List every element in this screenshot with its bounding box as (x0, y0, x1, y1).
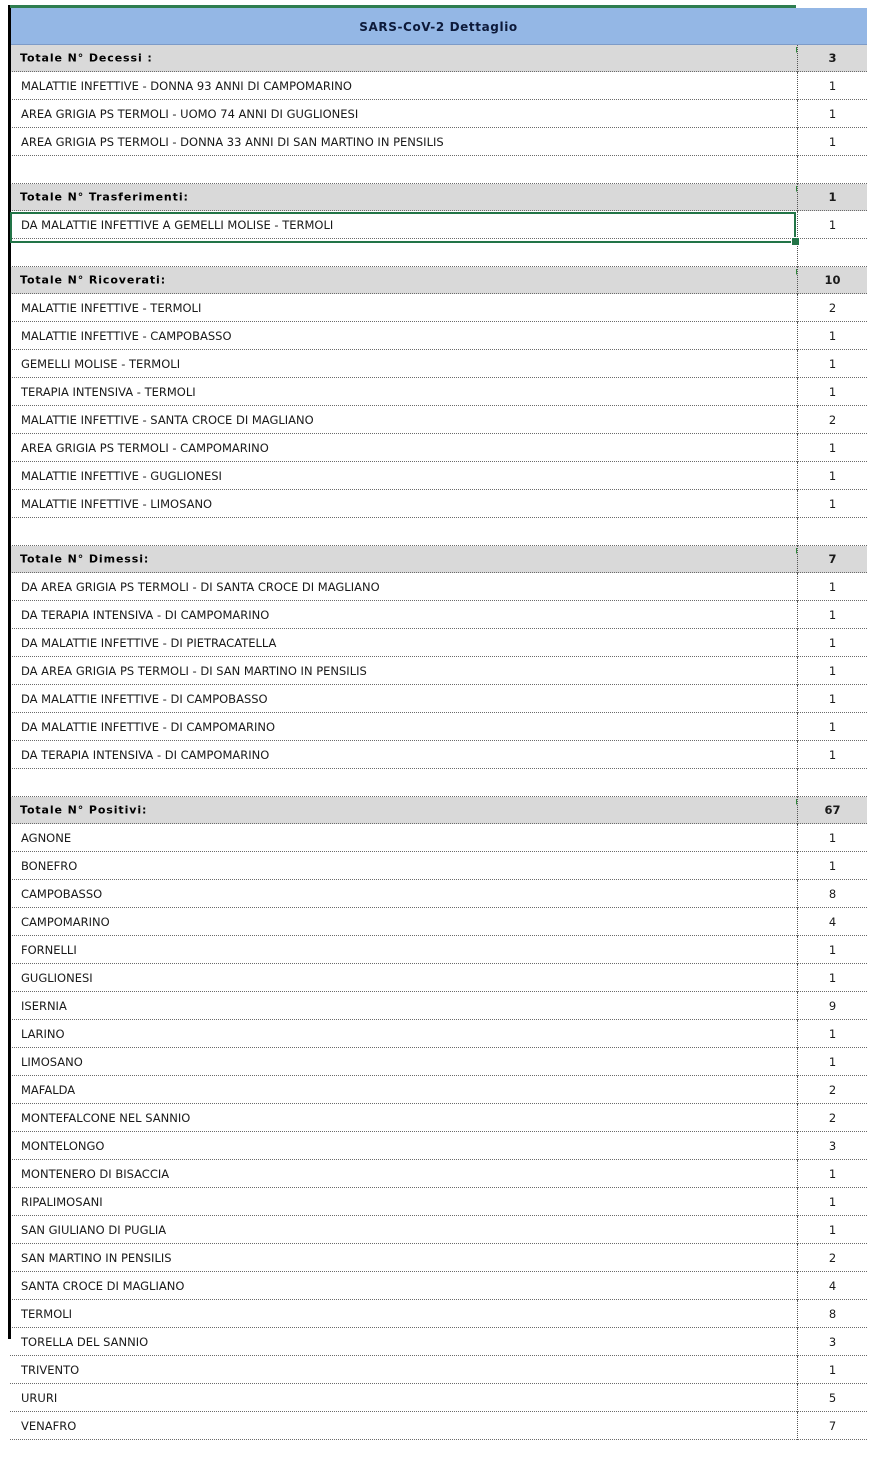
table-row[interactable] (10, 852, 892, 880)
row-value-cell[interactable] (797, 128, 867, 156)
row-value-cell[interactable] (797, 880, 867, 908)
row-label-cell[interactable] (10, 573, 797, 601)
section-header-label-cell[interactable] (10, 267, 797, 294)
row-label: DA MALATTIE INFETTIVE - DI CAMPOBASSO (21, 691, 268, 706)
row-value: 1 (828, 579, 837, 594)
row-label-cell[interactable] (10, 713, 797, 741)
row-value: 7 (828, 1418, 837, 1433)
row-value-cell[interactable] (797, 601, 867, 629)
row-value: 1 (828, 607, 837, 622)
row-label-cell[interactable] (10, 601, 797, 629)
row-label: RIPALIMOSANI (21, 1194, 103, 1209)
sheet-title: SARS-CoV-2 Dettaglio (359, 19, 518, 34)
row-label: DA TERAPIA INTENSIVA - DI CAMPOMARINO (21, 607, 270, 622)
row-label-cell[interactable] (10, 1384, 797, 1412)
section-total: 10 (824, 273, 841, 287)
row-value: 1 (828, 1054, 837, 1069)
row-value-cell[interactable] (797, 1188, 867, 1216)
row-label: GUGLIONESI (21, 970, 93, 985)
row-value: 1 (828, 384, 837, 399)
row-label: TERMOLI (21, 1306, 73, 1321)
row-label: ISERNIA (21, 998, 67, 1013)
table-row[interactable] (10, 1384, 892, 1412)
row-label-cell[interactable] (10, 72, 797, 100)
table-row[interactable] (10, 601, 892, 629)
table-row[interactable] (10, 1328, 892, 1356)
row-value-cell[interactable] (797, 72, 867, 100)
row-label: MALATTIE INFETTIVE - SANTA CROCE DI MAGLIANO (21, 412, 314, 427)
row-label-cell[interactable] (10, 211, 797, 239)
row-label: FORNELLI (21, 942, 77, 957)
section-header-row[interactable] (10, 267, 892, 294)
row-value: 1 (828, 468, 837, 483)
row-value-cell[interactable] (797, 294, 867, 322)
row-label-cell[interactable] (10, 462, 797, 490)
row-value-cell[interactable] (797, 406, 867, 434)
row-value: 1 (828, 356, 837, 371)
row-label: LARINO (21, 1026, 65, 1041)
table-row[interactable] (10, 1048, 892, 1076)
row-label-cell[interactable] (10, 629, 797, 657)
row-label-cell[interactable] (10, 1412, 797, 1440)
row-value: 2 (828, 1082, 837, 1097)
row-label-cell[interactable] (10, 992, 797, 1020)
row-value: 1 (828, 663, 837, 678)
row-label-cell[interactable] (10, 908, 797, 936)
row-label-cell[interactable] (10, 490, 797, 518)
table-row[interactable] (10, 1188, 892, 1216)
row-value-cell[interactable] (797, 1132, 867, 1160)
row-label-cell[interactable] (10, 685, 797, 713)
row-label-cell[interactable] (10, 852, 797, 880)
table-row[interactable] (10, 322, 892, 350)
section-total: 3 (828, 51, 837, 65)
row-label: DA MALATTIE INFETTIVE - DI PIETRACATELLA (21, 635, 277, 650)
row-value-cell[interactable] (797, 1076, 867, 1104)
row-label: BONEFRO (21, 858, 78, 873)
row-label-cell[interactable] (10, 406, 797, 434)
row-label-cell[interactable] (10, 964, 797, 992)
section-header-label-cell[interactable] (10, 797, 797, 824)
table-row[interactable] (10, 72, 892, 100)
row-label-cell[interactable] (10, 350, 797, 378)
row-label: MONTEFALCONE NEL SANNIO (21, 1110, 191, 1125)
row-label: VENAFRO (21, 1418, 77, 1433)
row-label-cell[interactable] (10, 1104, 797, 1132)
row-label: MONTELONGO (21, 1138, 105, 1153)
row-value-cell[interactable] (797, 657, 867, 685)
row-label-cell[interactable] (10, 1188, 797, 1216)
row-value-cell[interactable] (797, 1048, 867, 1076)
table-row[interactable] (10, 462, 892, 490)
row-value: 1 (828, 440, 837, 455)
section-header-label: Totale N° Positivi: (20, 803, 148, 817)
row-label-cell[interactable] (10, 378, 797, 406)
row-value: 1 (828, 858, 837, 873)
blank-row[interactable] (10, 239, 892, 267)
table-row[interactable] (10, 880, 892, 908)
row-label-cell[interactable] (10, 1216, 797, 1244)
row-value: 1 (828, 106, 837, 121)
row-label: AREA GRIGIA PS TERMOLI - CAMPOMARINO (21, 440, 269, 455)
row-value-cell[interactable] (797, 100, 867, 128)
section-total: 7 (828, 552, 837, 566)
row-value-cell[interactable] (797, 629, 867, 657)
row-label-cell[interactable] (10, 1160, 797, 1188)
table-row[interactable] (10, 434, 892, 462)
row-label-cell[interactable] (10, 1272, 797, 1300)
row-label-cell[interactable] (10, 880, 797, 908)
row-label: SAN GIULIANO DI PUGLIA (21, 1222, 167, 1237)
row-value: 1 (828, 691, 837, 706)
row-label: SAN MARTINO IN PENSILIS (21, 1250, 172, 1265)
row-label-cell[interactable] (10, 1132, 797, 1160)
blank-cell[interactable] (10, 156, 797, 184)
table-row[interactable] (10, 128, 892, 156)
row-value: 1 (828, 496, 837, 511)
row-value-cell[interactable] (797, 1160, 867, 1188)
row-value-cell[interactable] (797, 378, 867, 406)
row-value-cell[interactable] (797, 1384, 867, 1412)
table-row[interactable] (10, 1216, 892, 1244)
row-value: 1 (828, 328, 837, 343)
blank-cell[interactable] (797, 239, 867, 267)
row-value: 1 (828, 830, 837, 845)
row-label-cell[interactable] (10, 294, 797, 322)
row-value: 3 (828, 1334, 837, 1349)
row-value-cell[interactable] (797, 1328, 867, 1356)
row-label-cell[interactable] (10, 741, 797, 769)
table-row[interactable] (10, 1160, 892, 1188)
table-row[interactable] (10, 1356, 892, 1384)
row-value-cell[interactable] (797, 824, 867, 852)
table-row[interactable] (10, 211, 892, 239)
row-value-cell[interactable] (797, 350, 867, 378)
row-label: SANTA CROCE DI MAGLIANO (21, 1278, 185, 1293)
row-label: DA AREA GRIGIA PS TERMOLI - DI SAN MARTINO IN PENSILIS (21, 663, 367, 678)
table-row[interactable] (10, 378, 892, 406)
table-row[interactable] (10, 350, 892, 378)
table-row[interactable] (10, 824, 892, 852)
table-row[interactable] (10, 1244, 892, 1272)
row-value: 2 (828, 300, 837, 315)
row-label: DA AREA GRIGIA PS TERMOLI - DI SANTA CROCE DI MAGLIANO (21, 579, 380, 594)
row-label: DA TERAPIA INTENSIVA - DI CAMPOMARINO (21, 747, 270, 762)
row-value-cell[interactable] (797, 852, 867, 880)
row-value: 5 (828, 1390, 837, 1405)
row-value: 1 (828, 217, 837, 232)
row-value: 4 (828, 914, 837, 929)
blank-cell[interactable] (10, 239, 797, 267)
section-header-label-cell[interactable] (10, 184, 797, 211)
table-row[interactable] (10, 1132, 892, 1160)
row-label-cell[interactable] (10, 1244, 797, 1272)
section-header-label: Totale N° Dimessi: (20, 552, 150, 566)
row-label-cell[interactable] (10, 657, 797, 685)
blank-row[interactable] (10, 518, 892, 546)
row-label-cell[interactable] (10, 100, 797, 128)
row-value-cell[interactable] (797, 434, 867, 462)
table-row[interactable] (10, 1076, 892, 1104)
section-total: 67 (824, 803, 841, 817)
table-row[interactable] (10, 964, 892, 992)
section-header-row[interactable] (10, 797, 892, 824)
row-value: 4 (828, 1278, 837, 1293)
row-label-cell[interactable] (10, 1048, 797, 1076)
row-value-cell[interactable] (797, 322, 867, 350)
row-label: AREA GRIGIA PS TERMOLI - UOMO 74 ANNI DI GUGLIONESI (21, 106, 359, 121)
row-label-cell[interactable] (10, 1328, 797, 1356)
row-label-cell[interactable] (10, 1020, 797, 1048)
row-value: 1 (828, 747, 837, 762)
row-value: 1 (828, 942, 837, 957)
row-label: TORELLA DEL SANNIO (21, 1334, 149, 1349)
section-header-label: Totale N° Ricoverati: (20, 273, 167, 287)
row-value-cell[interactable] (797, 211, 867, 239)
fill-handle[interactable] (791, 237, 800, 246)
blank-row[interactable] (10, 769, 892, 797)
section-total-cell[interactable] (797, 546, 867, 573)
row-label: MALATTIE INFETTIVE - LIMOSANO (21, 496, 213, 511)
row-label: AREA GRIGIA PS TERMOLI - DONNA 33 ANNI DI SAN MARTINO IN PENSILIS (21, 134, 444, 149)
blank-cell[interactable] (797, 518, 867, 546)
row-value-cell[interactable] (797, 1244, 867, 1272)
row-label: GEMELLI MOLISE - TERMOLI (21, 356, 181, 371)
row-value: 1 (828, 635, 837, 650)
table-row[interactable] (10, 100, 892, 128)
row-value-cell[interactable] (797, 573, 867, 601)
row-value: 1 (828, 970, 837, 985)
row-value-cell[interactable] (797, 936, 867, 964)
table-row[interactable] (10, 741, 892, 769)
row-value-cell[interactable] (797, 1356, 867, 1384)
row-value: 1 (828, 1194, 837, 1209)
row-label-cell[interactable] (10, 936, 797, 964)
row-value: 8 (828, 886, 837, 901)
section-total-cell[interactable] (797, 184, 867, 211)
blank-cell[interactable] (797, 156, 867, 184)
row-label-cell[interactable] (10, 322, 797, 350)
sheet-left-border (8, 5, 11, 1339)
table-row[interactable] (10, 1412, 892, 1440)
row-label: CAMPOMARINO (21, 914, 110, 929)
row-label: DA MALATTIE INFETTIVE A GEMELLI MOLISE - TERMOLI (21, 217, 334, 232)
row-value: 1 (828, 134, 837, 149)
row-value: 2 (828, 1110, 837, 1125)
row-value-cell[interactable] (797, 462, 867, 490)
table-row[interactable] (10, 657, 892, 685)
row-label: URURI (21, 1390, 58, 1405)
sheet-top-border (10, 5, 796, 8)
row-label: MALATTIE INFETTIVE - TERMOLI (21, 300, 202, 315)
row-label-cell[interactable] (10, 128, 797, 156)
section-header-row[interactable] (10, 546, 892, 573)
row-label: MALATTIE INFETTIVE - GUGLIONESI (21, 468, 222, 483)
row-value-cell[interactable] (797, 1272, 867, 1300)
section-header-row[interactable] (10, 45, 892, 72)
title-row[interactable] (10, 8, 892, 45)
table-row[interactable] (10, 1104, 892, 1132)
row-value-cell[interactable] (797, 713, 867, 741)
row-label: LIMOSANO (21, 1054, 83, 1069)
table-row[interactable] (10, 1272, 892, 1300)
row-label: CAMPOBASSO (21, 886, 103, 901)
row-value-cell[interactable] (797, 490, 867, 518)
section-total-cell[interactable] (797, 797, 867, 824)
blank-cell[interactable] (797, 769, 867, 797)
row-label: DA MALATTIE INFETTIVE - DI CAMPOMARINO (21, 719, 276, 734)
row-value: 2 (828, 1250, 837, 1265)
section-header-label: Totale N° Decessi : (20, 51, 153, 65)
section-header-label-cell[interactable] (10, 45, 797, 72)
row-value-cell[interactable] (797, 1104, 867, 1132)
table-row[interactable] (10, 629, 892, 657)
row-value-cell[interactable] (797, 1020, 867, 1048)
row-label: MALATTIE INFETTIVE - DONNA 93 ANNI DI CAMPOMARINO (21, 78, 352, 93)
section-total-cell[interactable] (797, 267, 867, 294)
row-value: 9 (828, 998, 837, 1013)
row-label: TERAPIA INTENSIVA - TERMOLI (21, 384, 196, 399)
table-row[interactable] (10, 406, 892, 434)
row-label: MAFALDA (21, 1082, 76, 1097)
row-label-cell[interactable] (10, 1300, 797, 1328)
table-row[interactable] (10, 1300, 892, 1328)
row-label-cell[interactable] (10, 1356, 797, 1384)
row-label: MALATTIE INFETTIVE - CAMPOBASSO (21, 328, 232, 343)
blank-cell[interactable] (10, 769, 797, 797)
row-value-cell[interactable] (797, 1300, 867, 1328)
table-row[interactable] (10, 908, 892, 936)
table-row[interactable] (10, 294, 892, 322)
section-header-label-cell[interactable] (10, 546, 797, 573)
row-value-cell[interactable] (797, 964, 867, 992)
table-row[interactable] (10, 936, 892, 964)
row-value-cell[interactable] (797, 908, 867, 936)
row-label: TRIVENTO (21, 1362, 80, 1377)
row-value-cell[interactable] (797, 1216, 867, 1244)
row-label: MONTENERO DI BISACCIA (21, 1166, 170, 1181)
row-label-cell[interactable] (10, 434, 797, 462)
row-label-cell[interactable] (10, 1076, 797, 1104)
row-value: 1 (828, 1362, 837, 1377)
table-row[interactable] (10, 1020, 892, 1048)
blank-cell[interactable] (10, 518, 797, 546)
row-label-cell[interactable] (10, 824, 797, 852)
row-value: 1 (828, 719, 837, 734)
table-row[interactable] (10, 992, 892, 1020)
section-total-cell[interactable] (797, 45, 867, 72)
row-value: 2 (828, 412, 837, 427)
table-row[interactable] (10, 685, 892, 713)
row-value: 1 (828, 1222, 837, 1237)
row-value: 3 (828, 1138, 837, 1153)
section-header-label: Totale N° Trasferimenti: (20, 190, 189, 204)
row-label: AGNONE (21, 830, 72, 845)
row-value-cell[interactable] (797, 741, 867, 769)
section-total: 1 (828, 190, 837, 204)
row-value: 1 (828, 1026, 837, 1041)
row-value: 1 (828, 1166, 837, 1181)
table-row[interactable] (10, 573, 892, 601)
row-value-cell[interactable] (797, 992, 867, 1020)
row-value: 1 (828, 78, 837, 93)
row-value-cell[interactable] (797, 1412, 867, 1440)
row-value-cell[interactable] (797, 685, 867, 713)
section-header-row[interactable] (10, 184, 892, 211)
table-row[interactable] (10, 490, 892, 518)
blank-row[interactable] (10, 156, 892, 184)
row-value: 8 (828, 1306, 837, 1321)
table-row[interactable] (10, 713, 892, 741)
